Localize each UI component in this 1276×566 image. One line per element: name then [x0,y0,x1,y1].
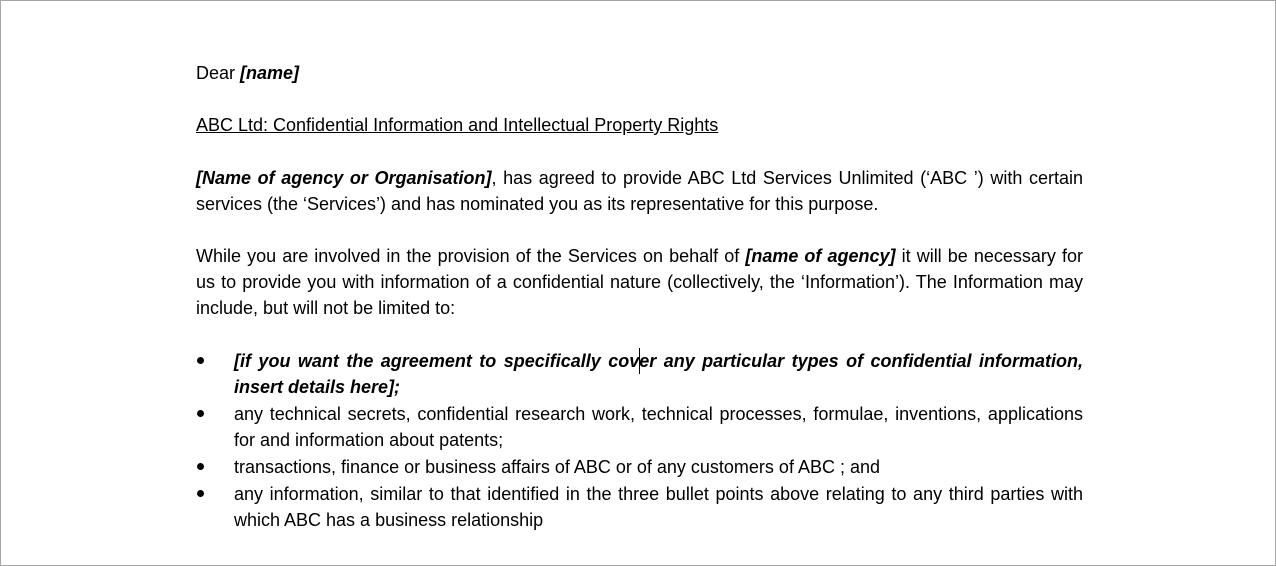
bullet-icon [197,490,204,497]
paragraph-confidential-info [196,243,1083,321]
letter-heading: ABC Ltd: Confidential Information and Intellectual Property Rights [196,115,719,135]
information-bullet-list [196,348,1083,534]
list-item-text: any information, similar to that identified in the three bullet points above relating to any third parties with which ABC has a business relationship [234,484,1083,530]
agency-name-placeholder: [name of agency] [745,246,896,266]
list-item-text-part-a: [if you want the agreement to specifically cov [234,351,640,371]
list-item-text: transactions, finance or business affairs of ABC or of any customers of ABC ; and [234,457,880,477]
paragraph-confidential-info-text-after: it will be necessary for us to provide you with information of a confidential nature (collectively, the ‘Information’). The Information may include, but will not be limited to: [196,246,1083,318]
list-item [196,454,1083,480]
list-item-text-part-b: er any particular types of confidential information, insert details here]; [234,351,1083,397]
bullet-icon [197,463,204,470]
bullet-icon [197,357,204,364]
paragraph-agency-agreement [196,165,1083,217]
bullet-icon [197,410,204,417]
salutation-prefix: Dear [196,63,241,83]
list-item [196,401,1083,453]
list-item [196,348,1083,400]
list-item-text: any technical secrets, confidential research work, technical processes, formulae, inventions, applications for and information about patents; [234,404,1083,450]
agency-placeholder: [Name of agency or Organisation] [196,168,492,188]
paragraph-agency-agreement-text: , has agreed to provide ABC Ltd Services Unlimited (‘ABC ’) with certain services (the ‘Services’) and has nominated you as its representative for this purpose. [196,168,1083,214]
paragraph-confidential-info-text-before: While you are involved in the provision of the Services on behalf of [196,246,746,266]
recipient-name-placeholder: [name] [240,63,300,83]
salutation [196,60,1083,86]
list-item [196,481,1083,533]
